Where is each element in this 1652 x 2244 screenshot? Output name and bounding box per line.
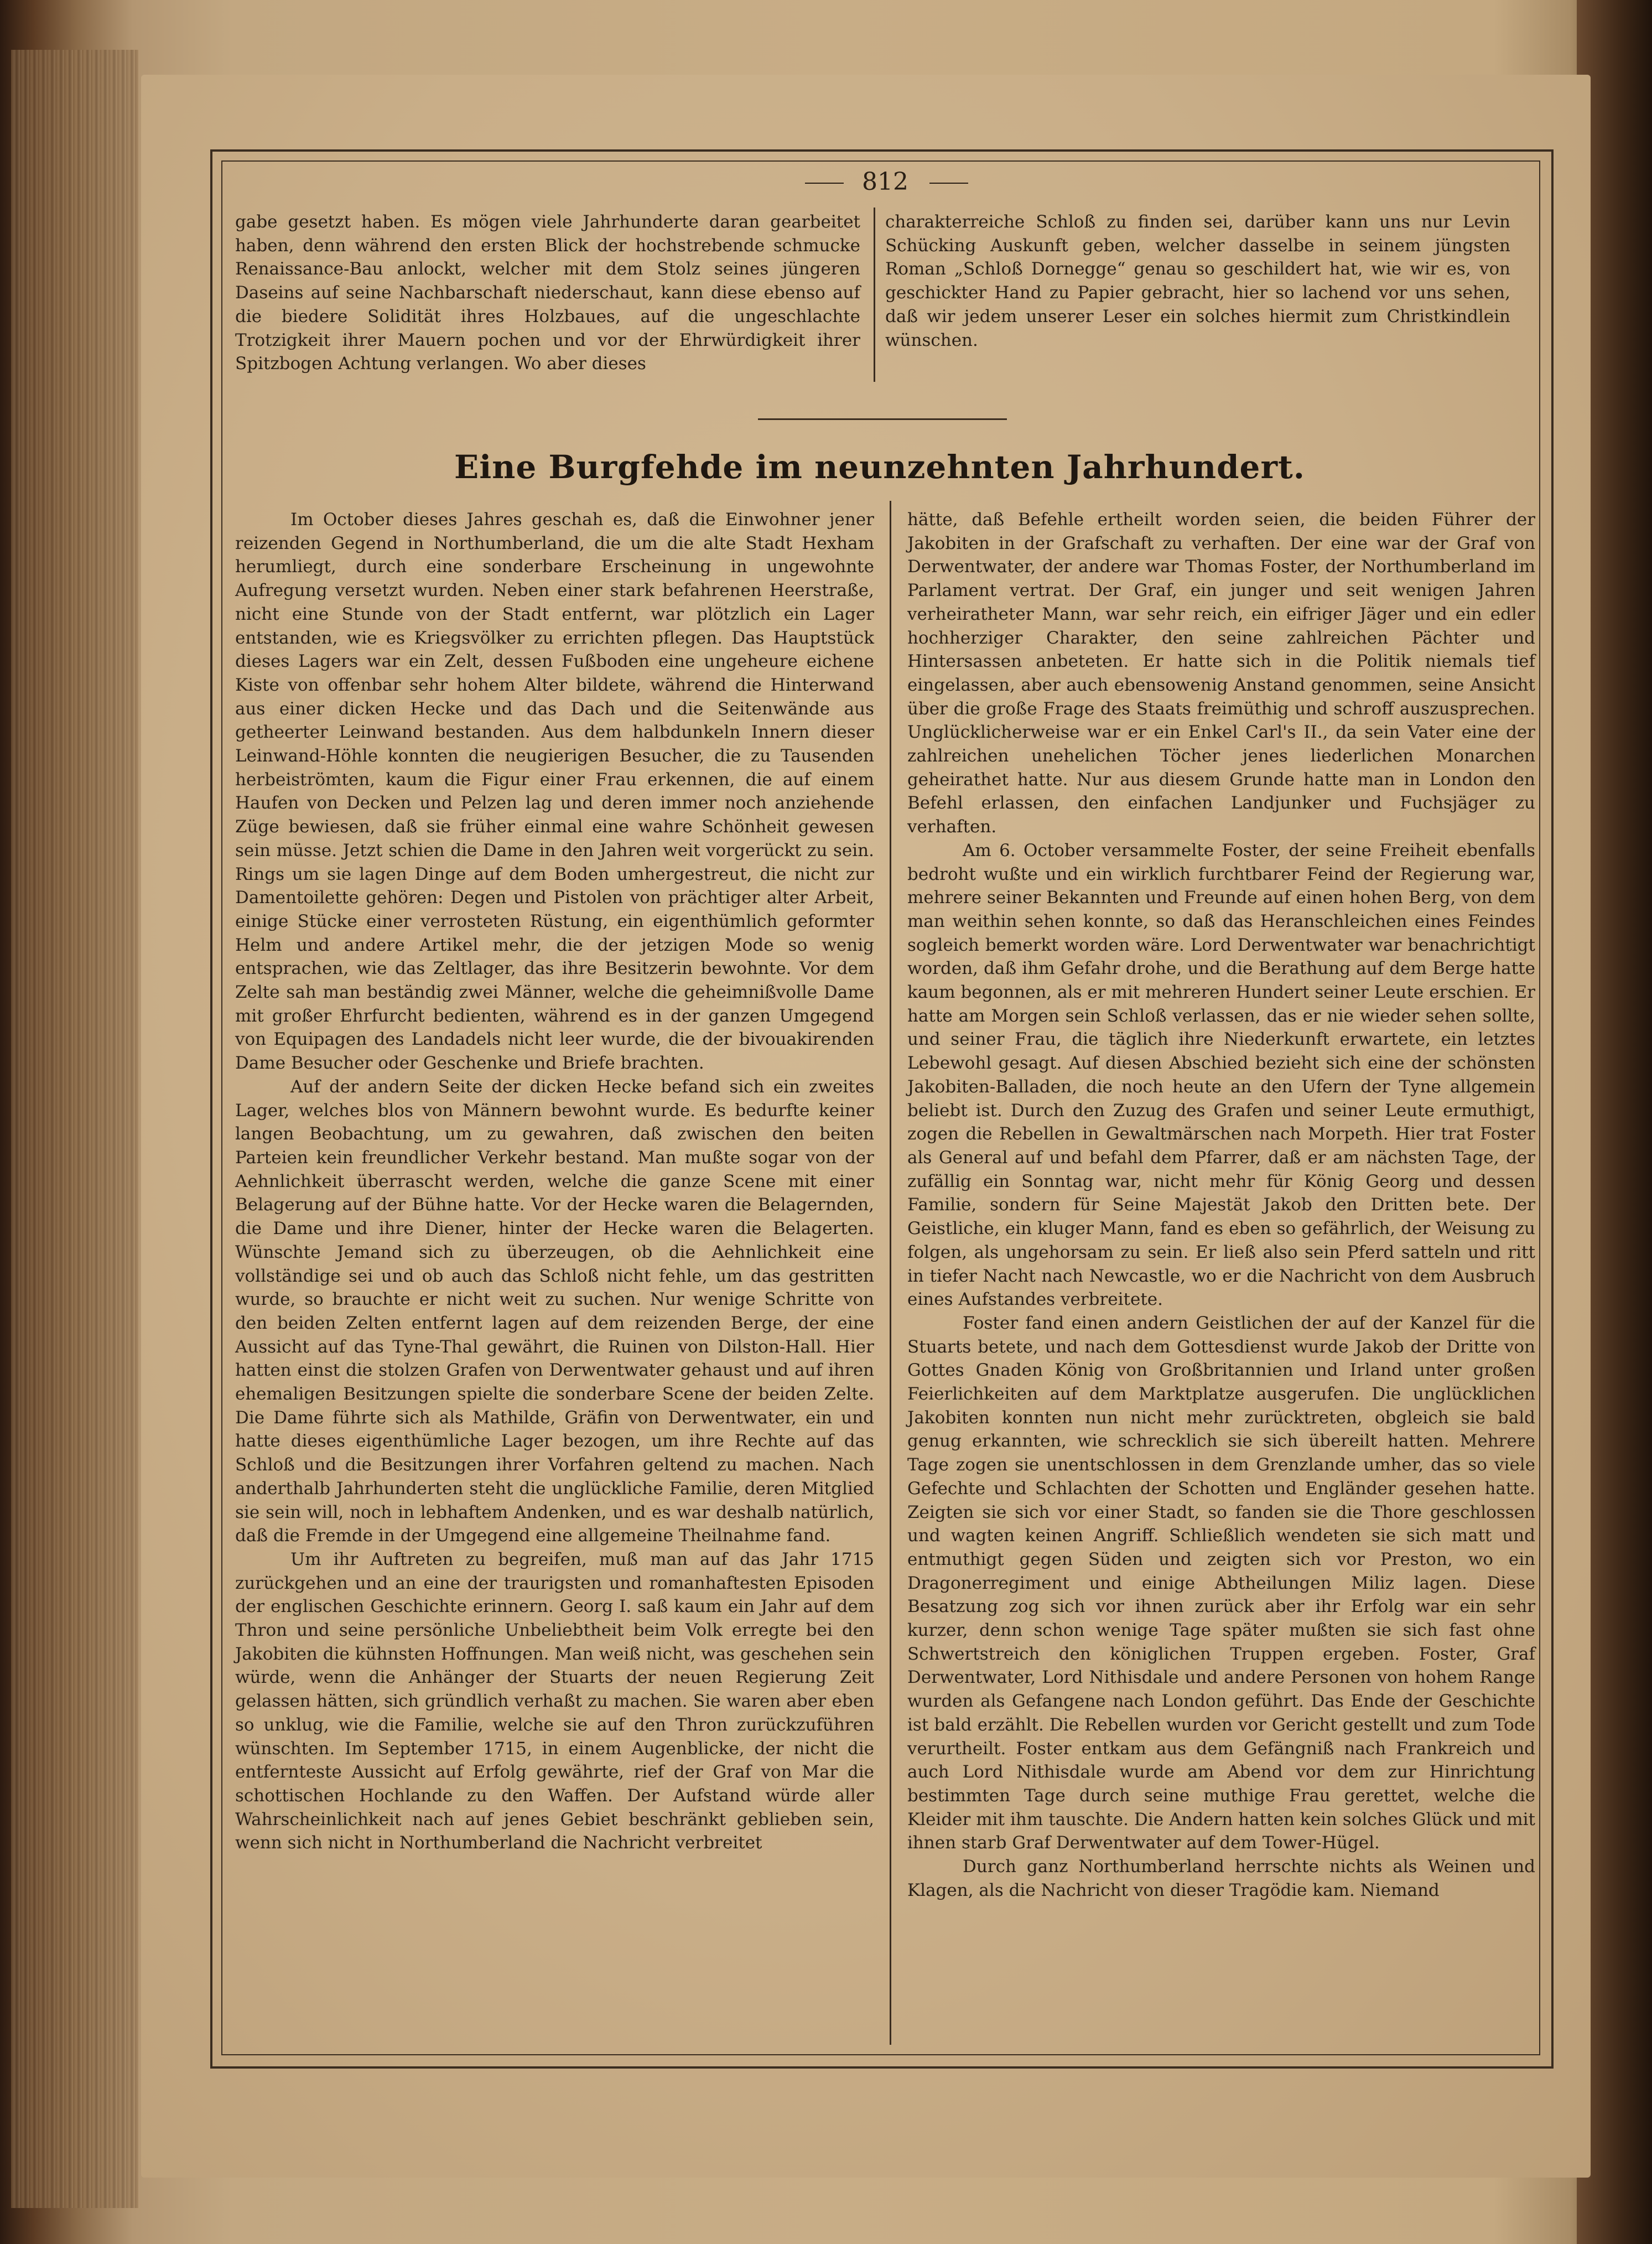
column-rule-top (874, 208, 875, 382)
page-edges (11, 50, 138, 2208)
main-left-column (235, 508, 874, 1855)
column-rule-main (890, 501, 891, 2045)
article-heading: Eine Burgfehde im neunzehnten Jahrhundert. (454, 448, 1305, 486)
page-number: 812 (862, 167, 908, 196)
paragraph: Foster fand einen andern Geistlichen der auf der Kanzel für die Stuarts betete, und nach dem Gottesdienst wurde Jakob der Dritte von Gottes Gnaden König von Großbritannien und Irland unter großen Feierlichkeiten auf dem Marktplatze ausgerufen. Die unglücklichen Jakobiten konnten nun nicht mehr zurücktreten, obgleich sie bald genug erkannten, wie schrecklich sie sich übereilt hatten. Mehrere Tage zogen sie unentschlossen in dem Grenzlande umher, das so viele Gefechte und Schlachten der Schotten und Engländer gesehen hatte. Zeigten sie sich vor einer Stadt, so fanden sie die Thore geschlossen und wagten keinen Angriff. Schließlich wendeten sie sich matt und entmuthigt gegen Süden und zeigten sich vor Preston, wo ein Dragonerregiment und einige Abtheilungen Miliz lagen. Diese Besatzung zog sich vor ihnen zurück aber ihr Erfolg war ein sehr kurzer, denn schon wenige Tage später mußten sie sich fast ohne Schwertstreich den königlichen Truppen ergeben. Foster, Graf Derwentwater, Lord Nithisdale und andere Personen von hohem Range wurden als Gefangene nach London geführt. Das Ende der Geschichte ist bald erzählt. Die Rebellen wurden vor Gericht gestellt und zum Tode verurtheilt. Foster entkam aus dem Gefängniß nach Frankreich und auch Lord Nithisdale wurde am Abend vor dem zur Hinrichtung bestimmten Tage durch seine muthige Frau gerettet, welche die Kleider mit ihm tauschte. Die Andern hatten kein solches Glück und mit ihnen starb Graf Derwentwater auf dem Tower-Hügel. (907, 1313, 1535, 1853)
top-left-column (235, 210, 860, 376)
paragraph: Um ihr Auftreten zu begreifen, muß man auf das Jahr 1715 zurückgehen und an eine der traurigsten und romanhaftesten Episoden der englischen Geschichte erinnern. Georg I. saß kaum ein Jahr auf dem Thron und seine persönliche Unbeliebtheit beim Volk erregte bei den Jakobiten die kühnsten Hoffnungen. Man weiß nicht, was geschehen sein würde, wenn die Anhänger der Stuarts der neuen Regierung Zeit gelassen hätten, sich gründlich verhaßt zu machen. Sie waren aber eben so unklug, wie die Familie, welche sie auf den Thron zurückzuführen wünschten. Im September 1715, in einem Augenblicke, der nicht die entfernteste Aussicht auf Erfolg gewährte, rief der Graf von Mar die schottischen Hochlande zu den Waffen. Der Aufstand würde aller Wahrscheinlichkeit nach auf jenes Gebiet beschränkt geblieben sein, wenn sich nicht in Northumberland die Nachricht verbreitet (235, 1549, 874, 1853)
paragraph: hätte, daß Befehle ertheilt worden seien, die beiden Führer der Jakobiten in der Grafschaft zu verhaften. Der eine war der Graf von Derwentwater, der andere war Thomas Foster, der Northumberland im Parlament vertrat. Der Graf, ein junger und seit wenigen Jahren verheiratheter Mann, war sehr reich, ein eifriger Jäger und ein edler hochherziger Charakter, den seine zahlreichen Pächter und Hintersassen anbeteten. Er hatte sich in die Politik niemals tief eingelassen, aber auch ebensowenig Anstand genommen, seine Ansicht über die große Frage des Staats freimüthig und schroff auszusprechen. Unglücklicherweise war er ein Enkel Carl's II., da sein Vater eine der zahlreichen unehelichen Töcher jenes liederlichen Monarchen geheirathet hatte. Nur aus diesem Grunde hatte man in London den Befehl erlassen, den einfachen Landjunker und Fuchsjäger zu verhaften. (907, 510, 1535, 837)
paragraph: Auf der andern Seite der dicken Hecke befand sich ein zweites Lager, welches blos von Männern bewohnt wurde. Es bedurfte keiner langen Beobachtung, um zu gewahren, daß zwischen den beiten Parteien kein freundlicher Verkehr bestand. Man mußte sogar von der Aehnlichkeit überrascht werden, welche die ganze Scene mit einer Belagerung auf der Bühne hatte. Vor der Hecke waren die Belagernden, die Dame und ihre Diener, hinter der Hecke waren die Belagerten. Wünschte Jemand sich zu überzeugen, ob die Aehnlichkeit eine vollständige sei und ob auch das Schloß nicht fehle, um das gestritten wurde, so brauchte er nicht weit zu suchen. Nur wenige Schritte von den beiden Zelten entfernt lagen auf dem reizenden Berge, der eine Aussicht auf das Tyne-Thal gewährt, die Ruinen von Dilston-Hall. Hier hatten einst die stolzen Grafen von Derwentwater gehaust und auf ihren ehemaligen Besitzungen spielte die sonderbare Scene der beiden Zelte. Die Dame führte sich als Mathilde, Gräfin von Derwentwater, ein und hatte dieses eigenthümliche Lager bezogen, um ihre Rechte auf das Schloß und die Besitzungen ihrer Vorfahren geltend zu machen. Nach anderthalb Jahrhunderten steht die unglückliche Familie, deren Mitglied sie sein will, noch in lebhaftem Andenken, und es war deshalb natürlich, daß die Fremde in der Umgegend eine allgemeine Theilnahme fand. (235, 1076, 874, 1546)
paragraph: Durch ganz Northumberland herrschte nichts als Weinen und Klagen, als die Nachricht von dieser Tragödie kam. Niemand (907, 1857, 1535, 1900)
paragraph: charakterreiche Schloß zu finden sei, darüber kann uns nur Levin Schücking Auskunft geben, welcher dasselbe in seinem jüngsten Roman „Schloß Dornegge“ genau so geschildert hat, wie wir es, von geschickter Hand zu Papier gebracht, hier so lachend vor uns sehen, daß wir jedem unserer Leser ein solches hiermit zum Christkindlein wünschen. (885, 212, 1510, 350)
page-number-ornament-right (929, 183, 968, 184)
paragraph: Am 6. October versammelte Foster, der seine Freiheit ebenfalls bedroht wußte und ein wirklich furchtbarer Feind der Regierung war, mehrere seiner Bekannten und Freunde auf einen hohen Berg, von dem man weithin sehen konnte, so daß das Heranschleichen eines Feindes sogleich bemerkt worden wäre. Lord Derwentwater war benachrichtigt worden, daß ihm Gefahr drohe, und die Berathung auf dem Berge hatte kaum begonnen, als er mit mehreren Hundert seiner Leute erschien. Er hatte am Morgen sein Schloß verlassen, das er nie wieder sehen sollte, und seiner Frau, die täglich ihre Niederkunft erwartete, ein letztes Lebewohl gesagt. Auf diesen Abschied bezieht sich eine der schönsten Jakobiten-Balladen, die noch heute an den Ufern der Tyne allgemein beliebt ist. Durch den Zuzug des Grafen und seiner Leute ermuthigt, zogen die Rebellen in Gewaltmärschen nach Morpeth. Hier trat Foster als General auf und befahl dem Pfarrer, daß er am nächsten Tage, der zufällig ein Sonntag war, nicht mehr für König Georg und dessen Familie, sondern für Seine Majestät Jakob den Dritten bete. Der Geistliche, ein kluger Mann, fand es eben so gefährlich, der Weisung zu folgen, als ungehorsam zu sein. Er ließ also sein Pferd satteln und ritt in tiefer Nacht nach Newcastle, wo er die Nachricht von dem Ausbruch eines Aufstandes verbreitete. (907, 840, 1535, 1310)
paragraph: gabe gesetzt haben. Es mögen viele Jahrhunderte daran gearbeitet haben, denn während den ersten Blick der hochstrebende schmucke Renaissance-Bau anlockt, welcher mit dem Stolz seines jüngeren Daseins auf seine Nachbarschaft niederschaut, kann diese ebenso auf die biedere Solidität ihres Holzbaues, auf die ungeschlachte Trotzigkeit ihrer Mauern pochen und vor der Ehrwürdigkeit ihrer Spitzbogen Achtung verlangen. Wo aber dieses (235, 212, 860, 374)
main-right-column (907, 508, 1535, 1902)
section-separator (758, 418, 1007, 420)
paragraph: Im October dieses Jahres geschah es, daß die Einwohner jener reizenden Gegend in Northumberland, die um die alte Stadt Hexham herumliegt, durch eine sonderbare Erscheinung in ungewohnte Aufregung versetzt wurden. Neben einer stark befahrenen Heerstraße, nicht eine Stunde von der Stadt entfernt, war plötzlich ein Lager entstanden, wie es Kriegsvölker zu errichten pflegen. Das Hauptstück dieses Lagers war ein Zelt, dessen Fußboden eine ungeheure eichene Kiste von offenbar sehr hohem Alter bildete, während die Hinterwand aus einer dicken Hecke und das Dach und die Seitenwände aus getheerter Leinwand bestanden. Aus dem halbdunkeln Innern dieser Leinwand-Höhle konnten die neugierigen Besucher, die zu Tausenden herbeiströmten, kaum die Figur einer Frau erkennen, die auf einem Haufen von Decken und Pelzen lag und deren immer noch anziehende Züge bewiesen, daß sie früher einmal eine wahre Schönheit gewesen sein müsse. Jetzt schien die Dame in den Jahren weit vorgerückt zu sein. Rings um sie lagen Dinge auf dem Boden umhergestreut, die nicht zur Damentoilette gehören: Degen und Pistolen von prächtiger alter Arbeit, einige Stücke einer verrosteten Rüstung, ein eigenthümlich geformter Helm und andere Artikel mehr, die der jetzigen Mode so wenig entsprachen, wie das Zeltlager, das ihre Besitzerin bewohnte. Vor dem Zelte sah man beständig zwei Männer, welche die geheimnißvolle Dame mit großer Ehrfurcht bedienten, während es in der ganzen Umgegend von Equipagen des Landadels nicht leer wurde, die der bivouakirenden Dame Besucher oder Geschenke und Briefe brachten. (235, 510, 874, 1074)
top-right-column (885, 210, 1510, 352)
